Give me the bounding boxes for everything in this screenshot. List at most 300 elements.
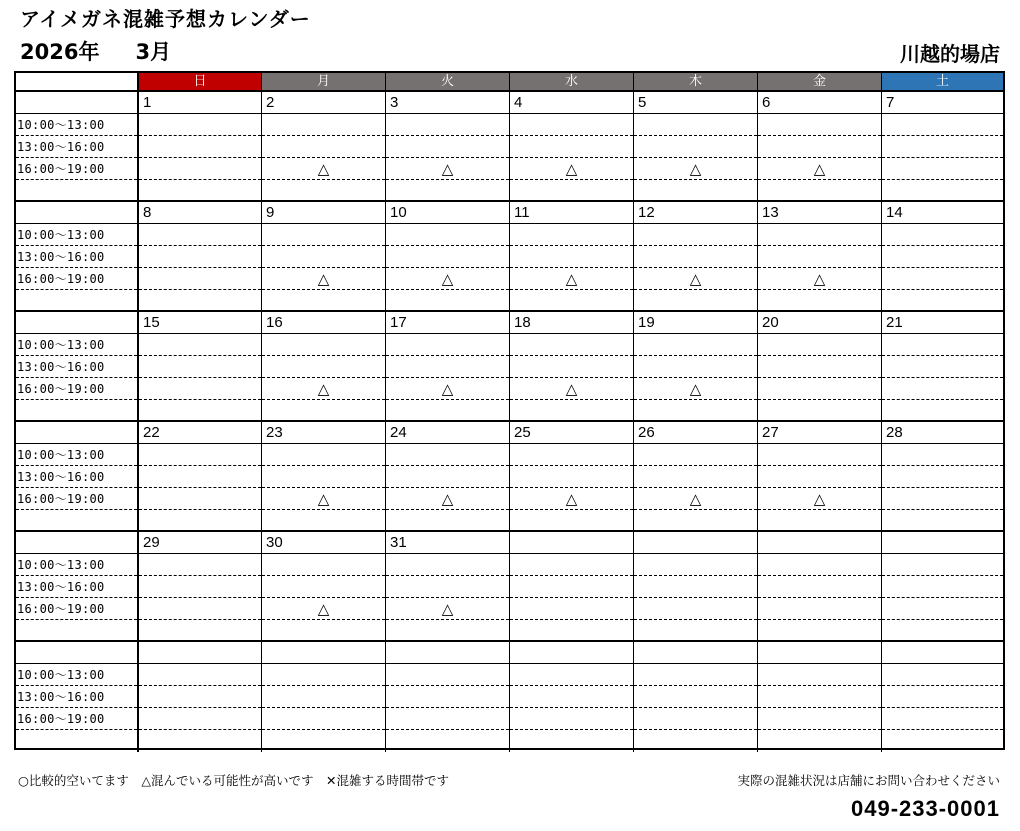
congestion-mark-icon: △ <box>441 600 454 618</box>
store-name: 川越的場店 <box>900 42 1000 66</box>
time-slot-label <box>16 224 137 246</box>
day-cell-sat <box>881 642 1003 752</box>
day-cell-wed <box>509 642 633 752</box>
day-cell-mon <box>261 92 385 200</box>
day-cell-mon <box>261 642 385 752</box>
congestion-slot <box>139 334 261 356</box>
congestion-slot <box>510 136 633 158</box>
day-cell-tue <box>385 422 509 530</box>
congestion-slot <box>510 268 633 290</box>
spacer-row <box>510 180 633 202</box>
congestion-slot <box>634 708 757 730</box>
congestion-slot <box>510 444 633 466</box>
congestion-slot <box>882 334 1003 356</box>
date-number: 22 <box>139 422 261 444</box>
time-slot-label <box>16 158 137 180</box>
day-cell-thu <box>633 642 757 752</box>
legend: ○比較的空いてます △混んでいる可能性が高いです ✕混雑する時間帯です <box>18 773 449 788</box>
weekday-header-wed: 水 <box>509 73 633 90</box>
day-cell-thu <box>633 92 757 200</box>
congestion-slot <box>758 554 881 576</box>
congestion-slot <box>139 444 261 466</box>
day-cell-wed <box>509 312 633 420</box>
time-label-column <box>16 312 137 420</box>
congestion-slot <box>139 598 261 620</box>
congestion-slot <box>882 576 1003 598</box>
label-date-spacer <box>16 422 137 444</box>
congestion-slot <box>758 334 881 356</box>
day-cell-fri <box>757 532 881 640</box>
congestion-slot <box>386 356 509 378</box>
congestion-slot <box>262 158 385 180</box>
time-slot-text: 10:00〜13:00 <box>17 228 105 242</box>
congestion-mark-icon: △ <box>441 490 454 508</box>
year-month <box>20 36 171 66</box>
week-row-1 <box>16 92 1003 202</box>
congestion-slot <box>758 708 881 730</box>
congestion-slot <box>262 598 385 620</box>
date-number: 17 <box>386 312 509 334</box>
congestion-slot <box>634 488 757 510</box>
congestion-slot <box>758 576 881 598</box>
spacer-row <box>139 290 261 312</box>
congestion-slot <box>386 488 509 510</box>
year-label: 2026年 <box>20 40 100 64</box>
congestion-mark-icon: △ <box>317 270 330 288</box>
congestion-slot <box>262 708 385 730</box>
congestion-mark-icon: △ <box>317 490 330 508</box>
congestion-slot <box>386 554 509 576</box>
date-number: 11 <box>510 202 633 224</box>
spacer-row <box>634 620 757 642</box>
congestion-slot <box>262 136 385 158</box>
day-cell-tue <box>385 312 509 420</box>
congestion-mark-icon: △ <box>689 160 702 178</box>
date-number: 7 <box>882 92 1003 114</box>
spacer-row <box>882 620 1003 642</box>
spacer-row <box>16 620 137 642</box>
congestion-slot <box>882 356 1003 378</box>
date-number: 4 <box>510 92 633 114</box>
congestion-slot <box>882 664 1003 686</box>
time-slot-label <box>16 136 137 158</box>
spacer-row <box>634 510 757 532</box>
date-number: 1 <box>139 92 261 114</box>
date-number: 13 <box>758 202 881 224</box>
congestion-slot <box>262 268 385 290</box>
congestion-slot <box>139 224 261 246</box>
congestion-slot <box>262 444 385 466</box>
congestion-slot <box>634 554 757 576</box>
time-slot-label <box>16 356 137 378</box>
congestion-slot <box>386 576 509 598</box>
day-cell-sun <box>137 532 261 640</box>
date-number: 5 <box>634 92 757 114</box>
time-label-column <box>16 92 137 200</box>
congestion-mark-icon: △ <box>317 380 330 398</box>
spacer-row <box>882 400 1003 422</box>
spacer-row <box>139 400 261 422</box>
date-number: 12 <box>634 202 757 224</box>
day-cell-tue <box>385 532 509 640</box>
congestion-slot <box>882 158 1003 180</box>
congestion-slot <box>139 136 261 158</box>
congestion-slot <box>386 708 509 730</box>
date-number <box>510 532 633 554</box>
congestion-slot <box>262 664 385 686</box>
label-date-spacer <box>16 532 137 554</box>
congestion-slot <box>758 246 881 268</box>
congestion-slot <box>634 466 757 488</box>
day-cell-thu <box>633 422 757 530</box>
spacer-row <box>758 290 881 312</box>
congestion-slot <box>139 488 261 510</box>
congestion-slot <box>386 378 509 400</box>
spacer-row <box>16 730 137 752</box>
congestion-mark-icon: △ <box>565 490 578 508</box>
time-slot-label <box>16 334 137 356</box>
congestion-slot <box>510 576 633 598</box>
spacer-row <box>758 400 881 422</box>
date-number <box>882 642 1003 664</box>
label-date-spacer <box>16 312 137 334</box>
time-slot-label <box>16 488 137 510</box>
spacer-row <box>16 510 137 532</box>
congestion-slot <box>510 356 633 378</box>
spacer-row <box>262 180 385 202</box>
month-label: 3月 <box>135 40 172 64</box>
congestion-slot <box>758 378 881 400</box>
time-label-column <box>16 642 137 752</box>
time-slot-label <box>16 246 137 268</box>
congestion-slot <box>634 114 757 136</box>
day-cell-mon <box>261 312 385 420</box>
time-slot-label <box>16 444 137 466</box>
time-label-column <box>16 202 137 310</box>
weekday-header-sat: 土 <box>881 73 1003 90</box>
spacer-row <box>386 290 509 312</box>
date-number: 30 <box>262 532 385 554</box>
time-slot-text: 10:00〜13:00 <box>17 448 105 462</box>
congestion-slot <box>262 378 385 400</box>
spacer-row <box>758 510 881 532</box>
time-slot-text: 10:00〜13:00 <box>17 558 105 572</box>
weekday-header-tue: 火 <box>385 73 509 90</box>
time-slot-text: 16:00〜19:00 <box>17 712 105 726</box>
congestion-slot <box>758 488 881 510</box>
spacer-row <box>262 400 385 422</box>
congestion-slot <box>882 708 1003 730</box>
date-number: 31 <box>386 532 509 554</box>
day-cell-thu <box>633 312 757 420</box>
congestion-mark-icon: △ <box>441 270 454 288</box>
congestion-slot <box>758 598 881 620</box>
congestion-slot <box>758 664 881 686</box>
day-cell-wed <box>509 422 633 530</box>
congestion-slot <box>139 114 261 136</box>
time-slot-label <box>16 664 137 686</box>
congestion-slot <box>758 686 881 708</box>
congestion-slot <box>510 598 633 620</box>
congestion-slot <box>634 664 757 686</box>
congestion-slot <box>139 268 261 290</box>
time-slot-text: 13:00〜16:00 <box>17 690 105 704</box>
congestion-slot <box>882 224 1003 246</box>
day-cell-sun <box>137 422 261 530</box>
date-number: 14 <box>882 202 1003 224</box>
day-cell-fri <box>757 312 881 420</box>
day-cell-sat <box>881 312 1003 420</box>
day-cell-tue <box>385 202 509 310</box>
time-slot-text: 16:00〜19:00 <box>17 162 105 176</box>
spacer-row <box>634 400 757 422</box>
time-label-column <box>16 532 137 640</box>
congestion-slot <box>139 664 261 686</box>
day-cell-fri <box>757 92 881 200</box>
congestion-mark-icon: △ <box>565 160 578 178</box>
congestion-slot <box>386 598 509 620</box>
header-label-cell <box>16 73 137 90</box>
time-slot-text: 16:00〜19:00 <box>17 602 105 616</box>
congestion-slot <box>510 664 633 686</box>
spacer-row <box>634 730 757 752</box>
congestion-slot <box>510 114 633 136</box>
spacer-row <box>262 290 385 312</box>
date-number <box>139 642 261 664</box>
week-row-2 <box>16 202 1003 312</box>
date-number: 19 <box>634 312 757 334</box>
congestion-slot <box>139 356 261 378</box>
day-cell-thu <box>633 202 757 310</box>
congestion-slot <box>758 136 881 158</box>
congestion-slot <box>882 488 1003 510</box>
congestion-slot <box>386 158 509 180</box>
congestion-slot <box>634 224 757 246</box>
spacer-row <box>386 620 509 642</box>
spacer-row <box>758 180 881 202</box>
date-number: 27 <box>758 422 881 444</box>
spacer-row <box>386 180 509 202</box>
congestion-slot <box>758 356 881 378</box>
spacer-row <box>139 180 261 202</box>
date-number: 20 <box>758 312 881 334</box>
spacer-row <box>16 400 137 422</box>
congestion-slot <box>386 114 509 136</box>
congestion-slot <box>262 488 385 510</box>
congestion-slot <box>758 444 881 466</box>
congestion-slot <box>758 268 881 290</box>
date-number: 3 <box>386 92 509 114</box>
spacer-row <box>634 290 757 312</box>
date-number: 9 <box>262 202 385 224</box>
weekday-header-row <box>16 73 1003 92</box>
congestion-mark-icon: △ <box>317 160 330 178</box>
congestion-slot <box>882 378 1003 400</box>
congestion-slot <box>882 268 1003 290</box>
date-number <box>758 532 881 554</box>
day-cell-wed <box>509 532 633 640</box>
congestion-mark-icon: △ <box>813 490 826 508</box>
congestion-slot <box>634 356 757 378</box>
day-cell-sun <box>137 202 261 310</box>
congestion-mark-icon: △ <box>441 380 454 398</box>
date-number: 24 <box>386 422 509 444</box>
congestion-slot <box>882 466 1003 488</box>
congestion-mark-icon: △ <box>565 380 578 398</box>
time-slot-text: 13:00〜16:00 <box>17 360 105 374</box>
week-row-5 <box>16 532 1003 642</box>
week-row-3 <box>16 312 1003 422</box>
congestion-slot <box>262 466 385 488</box>
date-number: 26 <box>634 422 757 444</box>
time-slot-text: 13:00〜16:00 <box>17 580 105 594</box>
congestion-slot <box>386 246 509 268</box>
spacer-row <box>139 730 261 752</box>
day-cell-fri <box>757 642 881 752</box>
congestion-slot <box>262 114 385 136</box>
congestion-slot <box>510 246 633 268</box>
time-slot-label <box>16 554 137 576</box>
day-cell-tue <box>385 92 509 200</box>
spacer-row <box>386 400 509 422</box>
day-cell-tue <box>385 642 509 752</box>
date-number: 16 <box>262 312 385 334</box>
spacer-row <box>882 180 1003 202</box>
congestion-slot <box>262 576 385 598</box>
contact-note: 実際の混雑状況は店舗にお問い合わせください <box>737 773 1000 788</box>
congestion-mark-icon: △ <box>813 160 826 178</box>
spacer-row <box>386 510 509 532</box>
date-number: 18 <box>510 312 633 334</box>
spacer-row <box>882 510 1003 532</box>
congestion-mark-icon: △ <box>689 380 702 398</box>
spacer-row <box>510 730 633 752</box>
label-date-spacer <box>16 642 137 664</box>
date-number <box>634 532 757 554</box>
spacer-row <box>16 290 137 312</box>
spacer-row <box>510 620 633 642</box>
congestion-slot <box>386 664 509 686</box>
date-number: 29 <box>139 532 261 554</box>
date-number <box>634 642 757 664</box>
week-row-6 <box>16 642 1003 752</box>
time-slot-label <box>16 708 137 730</box>
time-slot-text: 13:00〜16:00 <box>17 250 105 264</box>
date-number: 21 <box>882 312 1003 334</box>
spacer-row <box>139 510 261 532</box>
congestion-slot <box>882 444 1003 466</box>
congestion-slot <box>510 686 633 708</box>
congestion-slot <box>262 334 385 356</box>
congestion-slot <box>634 598 757 620</box>
congestion-slot <box>510 488 633 510</box>
congestion-slot <box>386 136 509 158</box>
date-number <box>386 642 509 664</box>
time-slot-label <box>16 686 137 708</box>
day-cell-sat <box>881 532 1003 640</box>
day-cell-thu <box>633 532 757 640</box>
week-row-4 <box>16 422 1003 532</box>
congestion-slot <box>386 466 509 488</box>
congestion-slot <box>510 158 633 180</box>
congestion-slot <box>758 224 881 246</box>
congestion-slot <box>634 378 757 400</box>
phone-number: 049-233-0001 <box>850 796 1000 821</box>
day-cell-wed <box>509 92 633 200</box>
congestion-slot <box>882 598 1003 620</box>
congestion-slot <box>139 378 261 400</box>
spacer-row <box>262 510 385 532</box>
date-number: 23 <box>262 422 385 444</box>
spacer-row <box>510 400 633 422</box>
congestion-slot <box>386 686 509 708</box>
spacer-row <box>758 620 881 642</box>
day-cell-sun <box>137 92 261 200</box>
day-cell-sat <box>881 202 1003 310</box>
congestion-slot <box>634 246 757 268</box>
date-number: 2 <box>262 92 385 114</box>
congestion-slot <box>758 114 881 136</box>
time-label-column <box>16 422 137 530</box>
time-slot-label <box>16 378 137 400</box>
congestion-slot <box>634 136 757 158</box>
congestion-slot <box>139 246 261 268</box>
day-cell-sat <box>881 422 1003 530</box>
congestion-mark-icon: △ <box>813 270 826 288</box>
day-cell-sun <box>137 642 261 752</box>
congestion-slot <box>139 686 261 708</box>
spacer-row <box>16 180 137 202</box>
congestion-slot <box>510 708 633 730</box>
weekday-header-thu: 木 <box>633 73 757 90</box>
congestion-slot <box>882 136 1003 158</box>
page-title: アイメガネ混雑予想カレンダー <box>20 7 311 31</box>
spacer-row <box>882 730 1003 752</box>
congestion-slot <box>139 158 261 180</box>
congestion-slot <box>634 686 757 708</box>
congestion-slot <box>510 224 633 246</box>
congestion-slot <box>882 554 1003 576</box>
congestion-slot <box>634 444 757 466</box>
congestion-mark-icon: △ <box>565 270 578 288</box>
congestion-slot <box>262 686 385 708</box>
congestion-slot <box>510 466 633 488</box>
day-cell-mon <box>261 202 385 310</box>
congestion-slot <box>882 686 1003 708</box>
date-number <box>510 642 633 664</box>
congestion-slot <box>386 268 509 290</box>
congestion-slot <box>262 554 385 576</box>
date-number: 15 <box>139 312 261 334</box>
congestion-slot <box>386 334 509 356</box>
congestion-mark-icon: △ <box>689 490 702 508</box>
spacer-row <box>262 730 385 752</box>
congestion-slot <box>510 334 633 356</box>
spacer-row <box>510 290 633 312</box>
day-cell-fri <box>757 422 881 530</box>
time-slot-text: 10:00〜13:00 <box>17 118 105 132</box>
date-number <box>262 642 385 664</box>
day-cell-sat <box>881 92 1003 200</box>
congestion-slot <box>510 554 633 576</box>
congestion-slot <box>882 246 1003 268</box>
day-cell-mon <box>261 532 385 640</box>
weekday-header-mon: 月 <box>261 73 385 90</box>
congestion-slot <box>262 356 385 378</box>
spacer-row <box>386 730 509 752</box>
congestion-slot <box>634 334 757 356</box>
time-slot-label <box>16 466 137 488</box>
